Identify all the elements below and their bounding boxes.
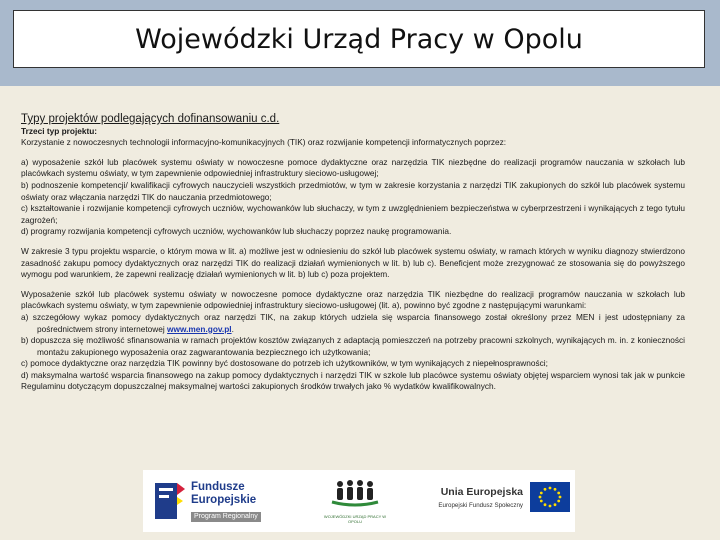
type-heading: Trzeci typ projektu: xyxy=(21,125,98,136)
document-body xyxy=(21,114,685,393)
paragraph-2: W zakresie 3 typu projektu wsparcie, o którym mowa w lit. a) możliwe jest w odniesieniu do szkół lub placówek systemu oświaty, w ramach których w wyniku diagnozy stwierdzono zasadność zakupu pomocy dydaktycznych oraz narzędzi TIK do realizacji działań wymienionych w lit. b) lub c). Beneficjent może zrezygnować ze stosowania się do powyższego wymogu pod warunkiem, że zapewni realizację działań wymienionych w lit. b) lub c) poza projektem. xyxy=(21,245,685,280)
list2-item-c: c) pomoce dydaktyczne oraz narzędzia TIK powinny być dostosowane do potrzeb ich użytkowników, w tym wynikających z niepełnosprawności; xyxy=(21,358,548,369)
ue-line2: Europejski Fundusz Społeczny xyxy=(438,502,523,509)
fe-line3: Program Regionalny xyxy=(191,512,261,522)
document-subtitle: Typy projektów podlegających dofinansowaniu c.d. xyxy=(21,113,280,125)
header-band xyxy=(0,0,720,86)
type-intro: Korzystanie z nowoczesnych technologii informacyjno-komunikacyjnych (TIK) oraz rozwijanie kompetencji informatycznych poprzez: xyxy=(21,137,507,148)
list1-item-c: c) kształtowanie i rozwijanie kompetencji cyfrowych uczniów, wychowanków lub słuchaczy, w tym z uwzględnieniem bezpieczeństwa w cyberprzestrzeni i wynikających z tego tytułu zagrożeń; xyxy=(21,203,685,225)
wup-caption: WOJEWÓDZKI URZĄD PRACY W OPOLU xyxy=(323,514,387,524)
fundusze-europejskie-logo xyxy=(149,476,267,526)
list2-item-b: b) dopuszcza się możliwość sfinansowania w ramach projektów kosztów związanych z adaptacją pomieszczeń na potrzeby pracowni szkolnych, wynikających m. in. z konieczności montażu zakupionego wyposażenia oraz zagwarantowania bezpiecznego ich użytkowania; xyxy=(21,335,685,357)
list1-item-b: b) podnoszenie kompetencji/ kwalifikacji cyfrowych nauczycieli wszystkich przedmiotów, w tym w zakresie korzystania z narzędzi TIK zakupionych do szkół lub placówek systemu oświaty oraz włączania narzędzi TIK do nauczania przedmiotowego; xyxy=(21,179,685,202)
list1-item-d: d) programy rozwijania kompetencji cyfrowych uczniów, wychowanków lub słuchaczy poprzez naukę programowania. xyxy=(21,226,452,237)
ue-line1: Unia Europejska xyxy=(440,486,523,498)
logo-footer xyxy=(143,470,575,532)
paragraph-3: Wyposażenie szkół lub placówek systemu oświaty w nowoczesne pomoce dydaktyczne oraz narzędzia TIK niezbędne do realizacji programów nauczania w szkołach lub placówkach systemu oświaty, w tym zapewnienie odpowiedniej infrastruktury sieciowo-usługowej (lit. a), powinno być zgodne z następującymi warunkami: xyxy=(21,288,685,311)
list2-item-a: a) szczegółowy wykaz pomocy dydaktycznych oraz narzędzi TIK, na zakup których udziela się wsparcia finansowego został określony przez MEN i jest udostępniany za pośrednictwem strony internetowej www.men.gov.pl. xyxy=(21,311,685,334)
fe-line1: Fundusze xyxy=(191,480,245,493)
eu-flag-icon xyxy=(530,482,570,512)
wup-figures-icon xyxy=(330,478,380,508)
fundusze-europejskie-icon xyxy=(149,479,187,523)
unia-europejska-logo xyxy=(413,476,573,526)
page-title: Wojewódzki Urząd Pracy w Opolu xyxy=(135,23,583,55)
list2-item-d: d) maksymalna wartość wsparcia finansowego na zakup pomocy dydaktycznych i narzędzi TIK w szkole lub placówce systemu oświaty objętej wsparciem wynosi tak jak w punkcie Regulaminu dotyczącym dopuszczalnej maksymalnej wartości zakupionych środków trwałych jako % wydatków kwalifikowalnych. xyxy=(21,369,685,392)
men-website-link[interactable]: www.men.gov.pl xyxy=(167,323,232,334)
fe-line2: Europejskie xyxy=(191,493,257,506)
title-box xyxy=(13,10,705,68)
wup-opole-logo xyxy=(323,478,387,524)
list1-item-a: a) wyposażenie szkół lub placówek systemu oświaty w nowoczesne pomoce dydaktyczne oraz narzędzia TIK niezbędne do realizacji programów nauczania w szkołach lub placówkach systemu oświaty, w tym zapewnienie odpowiedniej infrastruktury sieciowo-usługowej; xyxy=(21,156,685,179)
